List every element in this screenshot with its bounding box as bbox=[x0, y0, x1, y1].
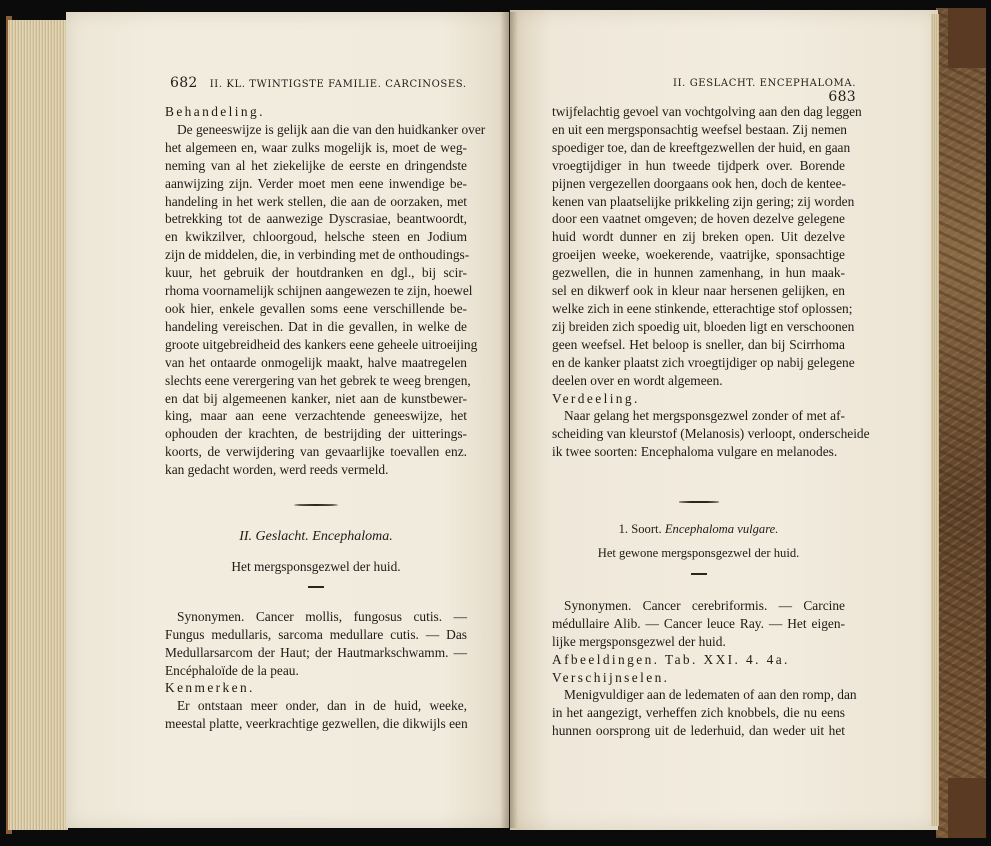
text-line: en uit een mergsponsachtig weefsel bestaan. Zij nemen bbox=[552, 121, 847, 137]
text-line: handeling in het werk stellen, die aan de oorzaken, met bbox=[165, 193, 467, 209]
section-divider-ornament bbox=[552, 491, 845, 509]
text-line: ook hier, enkele gevallen soms eene verschillende be- bbox=[165, 300, 467, 316]
short-rule bbox=[552, 567, 845, 581]
text-line: ik twee soorten: Encephaloma vulgare en melanodes. bbox=[552, 444, 838, 460]
right-running-head: II. GESLACHT. ENCEPHALOMA. bbox=[673, 78, 856, 89]
text-line: zijn de middelen, die, in verbinding met de onthoudings- bbox=[165, 247, 470, 263]
text-line: king, maar aan eene verzachtende geneeswijze, het bbox=[165, 408, 467, 424]
left-page-edges bbox=[8, 20, 68, 830]
heading-verdeeling: Verdeeling. bbox=[552, 390, 640, 406]
text-line: lijke mergsponsgezwel der huid. bbox=[552, 633, 726, 649]
text-line: twijfelachtig gevoel van vochtgolving aan den dag leggen bbox=[552, 104, 862, 119]
left-page-number: 682 bbox=[170, 75, 198, 91]
text-line: koorts, de verwijdering van gevaarlijke toevallen enz. bbox=[165, 444, 467, 460]
text-line: en de kanker plaatst zich vroegtijdiger op nabij gelegene bbox=[552, 354, 855, 370]
leather-corner-top bbox=[948, 8, 986, 68]
section-title-name: Encephaloma vulgare. bbox=[664, 522, 779, 537]
leather-corner-bottom bbox=[948, 778, 986, 838]
text-line: handeling vereischen. Dat in die gevallen, in welke de bbox=[165, 318, 467, 334]
text-line: kan gedacht worden, werd reeds vermeld. bbox=[165, 462, 389, 478]
text-line: welke zich in eene stinkende, etterachtige stof oplossen; bbox=[552, 300, 853, 316]
text-line: Er ontstaan meer onder, dan in de huid, weeke, bbox=[177, 698, 467, 714]
text-line: Menigvuldiger aan de ledematen of aan den romp, dan bbox=[564, 687, 857, 703]
section-subtitle: Het mergsponsgezwel der huid. bbox=[231, 558, 401, 574]
text-line: Naar gelang het mergsponsgezwel zonder of met af- bbox=[564, 408, 845, 424]
text-line: kenen van plaatselijke prikkeling zijn gering; zij worden bbox=[552, 193, 855, 209]
heading-kenmerken: Kenmerken. bbox=[165, 680, 255, 696]
text-line: kuur, het gebruik der houtdranken en dgl., bij scir- bbox=[165, 265, 467, 281]
text-line: pijnen vergezellen doorgaans ook hen, doch de kentee- bbox=[552, 175, 846, 191]
text-line: gezwellen, die in hunnen zamenhang, in hun maak- bbox=[552, 265, 845, 281]
right-page-text bbox=[552, 103, 870, 740]
text-line: neming van al het ziekelijke de eerste en dringendste bbox=[165, 157, 467, 173]
left-page-text bbox=[165, 103, 486, 733]
text-line: slechts eene verergering van het gebrek te weeg brengen, bbox=[165, 372, 471, 388]
text-line: en kwikzilver, chloorgoud, helsche steen en Jodium bbox=[165, 229, 467, 245]
short-rule bbox=[165, 580, 467, 594]
text-line: sel en dikwerf ook in kleur naar hersenen gelijken, en bbox=[552, 283, 845, 299]
text-line: Encéphaloïde de la peau. bbox=[165, 662, 299, 678]
heading-afbeeldingen: Afbeeldingen. Tab. XXI. 4. 4a. bbox=[552, 651, 790, 667]
text-line: groote uitgebreidheid des kankers eene geheele uitroeijing bbox=[165, 336, 478, 352]
text-line: médullaire Alib. — Cancer leuce Ray. — Het eigen- bbox=[552, 615, 845, 631]
section-divider-ornament bbox=[165, 496, 467, 514]
text-line: ophouden der krachten, de bestrijding der uitterings- bbox=[165, 426, 467, 442]
right-running-header bbox=[620, 75, 856, 105]
text-line: scheiding van kleurstof (Melanosis) verloopt, onderscheide bbox=[552, 426, 870, 442]
text-line: De geneeswijze is gelijk aan die van den huidkanker over bbox=[177, 121, 486, 137]
text-line: deelen over en wordt algemeen. bbox=[552, 372, 723, 388]
marbled-cover bbox=[936, 8, 986, 838]
text-line: in het aangezigt, verheffen zich knobbels, die nu eens bbox=[552, 705, 845, 721]
left-running-head: II. KL. TWINTIGSTE FAMILIE. CARCINOSES. bbox=[209, 79, 467, 90]
text-line: vroegtijdiger in hun tweede tijdperk over. Borende bbox=[552, 157, 845, 173]
text-line: betrekking tot de aanwezige Dyscrasiae, beantwoordt, bbox=[165, 211, 467, 227]
section-subtitle: Het gewone mergsponsgezwel der huid. bbox=[597, 546, 800, 561]
text-line: aanwijzing zijn. Verder moet men eene inwendige be- bbox=[165, 175, 467, 191]
text-line: het algemeen en, waar zulks mogelijk is, moet de weg- bbox=[165, 139, 467, 155]
right-page-edges bbox=[931, 14, 939, 826]
book-gutter bbox=[500, 12, 518, 828]
section-title-prefix: 1. Soort. bbox=[618, 522, 662, 537]
right-page-number: 683 bbox=[828, 89, 856, 105]
text-line: zij breiden zich spoedig uit, bloeden ligt en verschoonen bbox=[552, 318, 855, 334]
section-title bbox=[552, 521, 845, 539]
text-line: rhoma voornamelijk schijnen aangewezen te zijn, hoewel bbox=[165, 283, 473, 299]
left-running-header bbox=[170, 75, 470, 91]
heading-verschijnselen: Verschijnselen. bbox=[552, 669, 670, 685]
synonymen-line: Synonymen. Cancer mollis, fungosus cutis. — bbox=[177, 608, 467, 624]
text-line: meestal platte, veerkrachtige gezwellen, die dikwijls een bbox=[165, 716, 468, 732]
text-line: door een vaatnet omgeven; de hoven dezelve gelegene bbox=[552, 211, 845, 227]
synonymen-line: Synonymen. Cancer cerebriformis. — Carcine bbox=[564, 597, 845, 613]
text-line: huid wordt dunner en zij breken open. Uit dezelve bbox=[552, 229, 845, 245]
heading-behandeling: Behandeling. bbox=[165, 104, 265, 119]
text-line: Medullarsarcom der Haut; der Hautmarkschwamm. — bbox=[165, 644, 467, 660]
text-line: groeijen weeke, woekerende, vaatrijke, sponsachtige bbox=[552, 247, 845, 263]
text-line: hunnen oorsprong uit de lederhuid, dan weder uit het bbox=[552, 723, 845, 739]
text-line: geen weefsel. Het beloop is sneller, dan bij Scirrhoma bbox=[552, 336, 845, 352]
text-line: van het ontaarde onmogelijk maakt, halve maatregelen bbox=[165, 354, 467, 370]
text-line: en dat bij algemeenen kanker, niet aan de kunstbewer- bbox=[165, 390, 467, 406]
text-line: spoediger toe, dan de kreeftgezwellen der huid, en gaan bbox=[552, 139, 851, 155]
section-title: II. Geslacht. Encephaloma. bbox=[239, 529, 393, 545]
text-line: Fungus medullaris, sarcoma medullare cutis. — Das bbox=[165, 626, 467, 642]
